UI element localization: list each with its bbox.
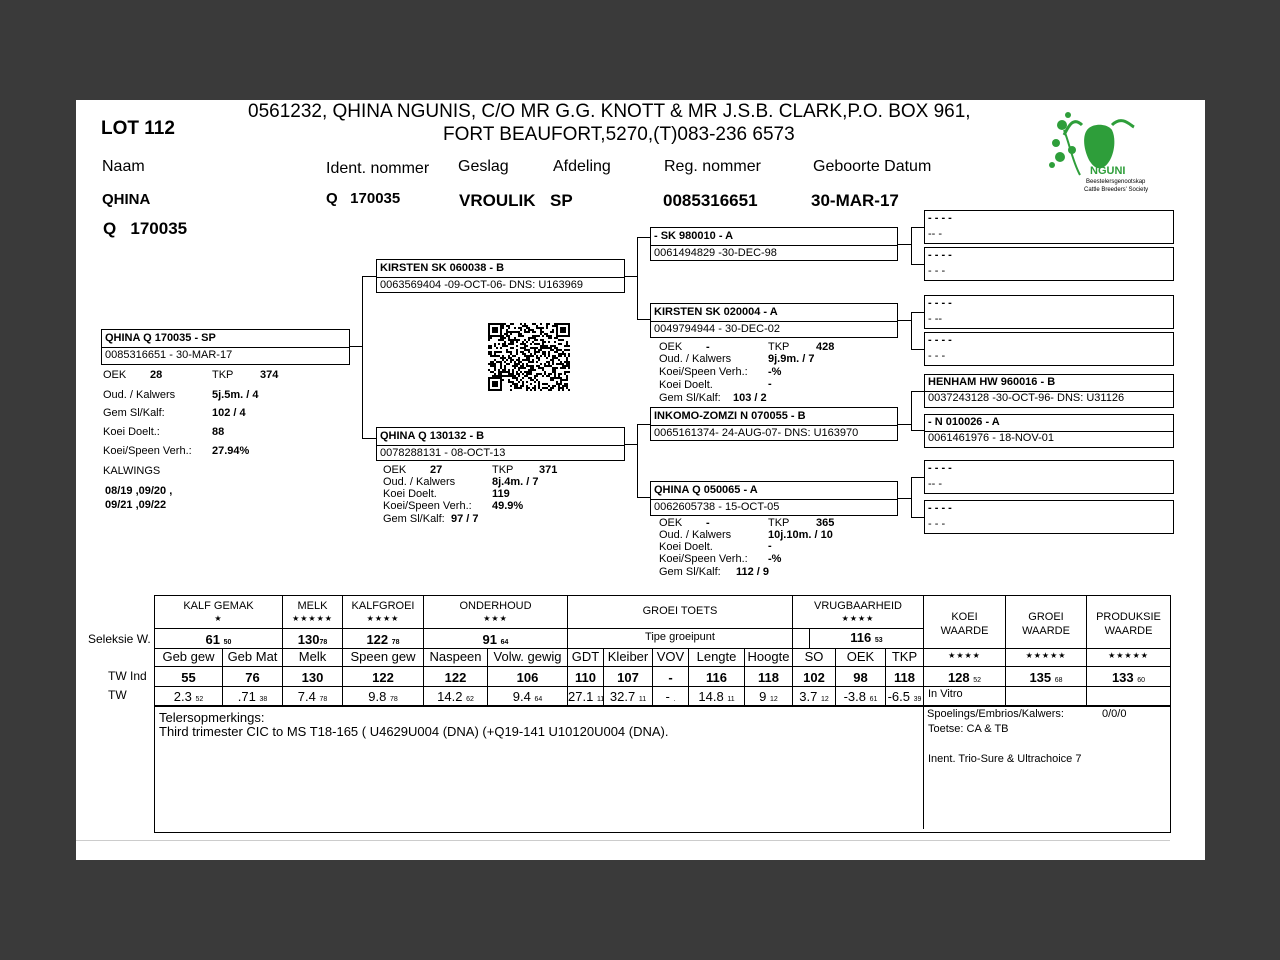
column-header: Volw. gewig — [493, 649, 562, 664]
pedigree-self — [101, 329, 350, 365]
label-naam: Naam — [102, 158, 145, 175]
self-tkp-label: TKP — [212, 369, 234, 381]
column-header: Geb Mat — [227, 649, 278, 664]
dam-oek-label: OEK — [383, 464, 407, 476]
sd-gem-label: Gem Sl/Kalf: — [659, 392, 721, 404]
self-oek-label: OEK — [103, 369, 127, 381]
gg3-info: - -- — [928, 313, 943, 325]
stars-vrugbaarheid: ★★★★ — [841, 614, 875, 623]
hdr-groei-2: WAARDE — [1022, 625, 1070, 637]
dam-koei-label: Koei Doelt. — [383, 488, 437, 500]
ss-info: 0061494829 -30-DEC-98 — [654, 247, 777, 259]
pedigree-sire-dam — [650, 303, 898, 338]
sire-name: KIRSTEN SK 060038 - B — [380, 262, 505, 274]
tw-value: 27.1 11 — [568, 689, 605, 704]
sel-kalfgroei: 122 78 — [366, 632, 400, 647]
tw-value: 9 12 — [759, 689, 778, 704]
nguni-logo — [1042, 105, 1154, 200]
gg7-info: -- - — [928, 478, 943, 490]
hdr-onderhoud: ONDERHOUD — [459, 600, 532, 612]
ss-name: - SK 980010 - A — [654, 230, 734, 242]
tw-value: 3.7 12 — [799, 689, 829, 704]
gg2-info: - - - — [928, 265, 946, 277]
gg5-info: 0037243128 -30-OCT-96- DNS: U31126 — [928, 392, 1125, 404]
stars-kalf-gemak: ★ — [214, 614, 223, 623]
tw-value: 2.3 52 — [173, 689, 204, 704]
hdr-koei-2: WAARDE — [940, 625, 989, 637]
dd-oek-label: OEK — [659, 517, 683, 529]
column-header: Hoogte — [747, 649, 790, 664]
sd-tkp-label: TKP — [768, 341, 790, 353]
value-geboorte: 30-MAR-17 — [811, 191, 899, 210]
column-header: Speen gew — [350, 649, 416, 664]
label-reg: Reg. nommer — [664, 158, 761, 175]
column-header: VOV — [656, 649, 685, 664]
hdr-produksie-1: PRODUKSIE — [1096, 611, 1161, 623]
kalwings-label: KALWINGS — [103, 465, 161, 477]
tw-ind-value: 110 — [575, 670, 596, 685]
dd-oud: 10j.10m. / 10 — [768, 529, 833, 541]
tw-ind-value: 118 — [758, 670, 779, 685]
row-label-tw-ind: TW Ind — [108, 669, 147, 683]
footer-rule — [76, 840, 1170, 841]
tw-value: 14.8 11 — [698, 689, 735, 704]
stars-onderhoud: ★★★ — [483, 614, 508, 623]
label-afdeling: Afdeling — [553, 158, 611, 175]
self-speen-label: Koei/Speen Verh.: — [103, 445, 192, 457]
column-header: Geb gew — [162, 649, 215, 664]
pedigree-dam-sire — [650, 407, 898, 441]
self-gem-label: Gem Sl/Kalf: — [103, 407, 165, 419]
dam-gem-label: Gem Sl/Kalf: — [383, 513, 445, 525]
dd-gem-label: Gem Sl/Kalf: — [659, 566, 721, 578]
pedigree-gg-7 — [924, 460, 1174, 494]
logo-sub-2: Cattle Breeders' Society — [1084, 187, 1149, 193]
self-oud-label: Oud. / Kalwers — [103, 389, 176, 401]
hdr-kalfgroei: KALFGROEI — [351, 600, 415, 612]
sel-vrugbaarheid: 116 53 — [850, 630, 883, 645]
gg3-name: - - - - — [928, 297, 952, 309]
hdr-tipe-groeipunt: Tipe groeipunt — [645, 631, 715, 643]
pedigree-gg-3 — [924, 295, 1174, 329]
hdr-produksie-2: WAARDE — [1104, 625, 1153, 637]
self-speen: 27.94% — [212, 445, 250, 457]
remarks-title: Telersopmerkings: — [159, 710, 265, 725]
sd-tkp: 428 — [816, 341, 835, 353]
hdr-koei-1: KOEI — [951, 611, 978, 623]
dd-speen: -% — [768, 553, 782, 565]
toetse: Toetse: CA & TB — [928, 723, 1009, 735]
value-geslag: VROULIK — [459, 191, 536, 210]
kalwings-2: 09/21 ,09/22 — [105, 499, 167, 511]
tw-value: .71 38 — [237, 689, 268, 704]
logo-text: NGUNI — [1090, 165, 1126, 177]
row-label-tw: TW — [108, 688, 127, 702]
value-naam: QHINA — [102, 191, 151, 208]
tw-value: -3.8 61 — [843, 689, 878, 704]
tw-ind-value: 122 — [372, 670, 394, 685]
value-afdeling: SP — [550, 191, 573, 210]
hdr-groei-toets: GROEI TOETS — [642, 605, 718, 617]
tw-ind-value: 118 — [894, 670, 915, 685]
dd-name: QHINA Q 050065 - A — [654, 484, 758, 496]
tw-value: 9.8 78 — [368, 689, 398, 704]
sel-kalf-gemak: 61 50 — [205, 632, 232, 647]
dd-tkp: 365 — [816, 517, 835, 529]
tw-ind-value: 107 — [617, 670, 639, 685]
hdr-kalf-gemak: KALF GEMAK — [183, 600, 254, 612]
row-label-seleksie: Seleksie W. — [88, 632, 151, 646]
column-header: SO — [804, 649, 824, 664]
tw-value: 9.4 64 — [512, 689, 543, 704]
column-header: Kleiber — [607, 649, 649, 664]
label-ident: Ident. nommer — [326, 160, 430, 177]
tw-ind-value: 130 — [301, 670, 324, 685]
dam-tkp: 371 — [539, 464, 558, 476]
sd-info: 0049794944 - 30-DEC-02 — [654, 323, 780, 335]
logo-sub-1: Beestelersgenootskap — [1086, 179, 1146, 185]
kalwings-1: 08/19 ,09/20 , — [105, 485, 173, 497]
dam-tkp-label: TKP — [492, 464, 514, 476]
dd-koei: - — [768, 540, 772, 552]
stars-groei: ★★★★★ — [1025, 651, 1067, 660]
breeder-line-2: FORT BEAUFORT,5270,(T)083-236 6573 — [443, 124, 795, 145]
sd-gem: 103 / 2 — [733, 392, 767, 404]
sire-info: 0063569404 -09-OCT-06- DNS: U163969 — [380, 279, 584, 291]
sel-melk: 13078 — [297, 632, 328, 647]
dd-oud-label: Oud. / Kalwers — [659, 529, 732, 541]
dam-oud-label: Oud. / Kalwers — [383, 476, 456, 488]
sd-name: KIRSTEN SK 020004 - A — [654, 306, 778, 318]
gg4-name: - - - - — [928, 334, 952, 346]
lot-number: LOT 112 — [101, 118, 175, 139]
value-ident: Q 170035 — [326, 190, 401, 207]
sd-oud: 9j.9m. / 7 — [768, 353, 815, 365]
column-header: GDT — [571, 649, 600, 664]
dam-oek: 27 — [430, 464, 443, 476]
ds-info: 0065161374- 24-AUG-07- DNS: U163970 — [654, 427, 859, 439]
pedigree-sire — [376, 259, 625, 293]
ident-large: Q 170035 — [103, 219, 188, 238]
tw-value: -6.5 39 — [887, 689, 922, 704]
gg6-info: 0061461976 - 18-NOV-01 — [928, 432, 1054, 444]
spoelings-label: Spoelings/Embrios/Kalwers: — [927, 708, 1064, 720]
pedigree-gg-5 — [924, 374, 1174, 408]
pedigree-dam-dam — [650, 481, 898, 516]
sel-onderhoud: 91 64 — [482, 632, 509, 647]
tw-value: 7.4 78 — [297, 689, 328, 704]
gg1-info: -- - — [928, 228, 943, 240]
dam-koei: 119 — [492, 488, 510, 500]
label-geslag: Geslag — [458, 158, 509, 175]
cattle-head-icon — [1042, 105, 1154, 200]
gg8-name: - - - - — [928, 502, 952, 514]
tw-value: 14.2 62 — [437, 689, 474, 704]
value-reg: 0085316651 — [663, 191, 758, 210]
koei-waarde: 128 52 — [947, 670, 982, 685]
pedigree-gg-2 — [924, 247, 1174, 281]
stars-melk: ★★★★★ — [292, 614, 333, 623]
sd-speen-label: Koei/Speen Verh.: — [659, 366, 748, 378]
dd-speen-label: Koei/Speen Verh.: — [659, 553, 748, 565]
gg7-name: - - - - — [928, 462, 952, 474]
sd-koei: - — [768, 378, 772, 390]
produksie-waarde: 133 60 — [1111, 670, 1146, 685]
self-tkp: 374 — [260, 369, 279, 381]
in-vitro: In Vitro — [928, 688, 963, 700]
stars-produksie: ★★★★★ — [1108, 651, 1149, 660]
label-geboorte: Geboorte Datum — [813, 158, 932, 175]
column-header: TKP — [891, 649, 918, 664]
tw-value: 32.7 11 — [609, 689, 647, 704]
gg6-name: - N 010026 - A — [928, 416, 1000, 428]
gg8-info: - - - — [928, 518, 946, 530]
qr-code — [488, 323, 570, 391]
gg5-name: HENHAM HW 960016 - B — [928, 376, 1056, 388]
ds-name: INKOMO-ZOMZI N 070055 - B — [654, 410, 806, 422]
dd-tkp-label: TKP — [768, 517, 790, 529]
dam-speen: 49.9% — [492, 500, 524, 512]
sd-oek-label: OEK — [659, 341, 683, 353]
column-header: Lengte — [696, 649, 737, 664]
tw-ind-value: 55 — [181, 670, 196, 685]
sd-koei-label: Koei Doelt. — [659, 379, 713, 391]
column-header: Melk — [298, 649, 327, 664]
hdr-groei-1: GROEI — [1028, 611, 1064, 623]
self-info: 0085316651 - 30-MAR-17 — [105, 349, 233, 361]
sd-oud-label: Oud. / Kalwers — [659, 353, 732, 365]
tw-ind-value: 122 — [444, 670, 467, 685]
self-gem: 102 / 4 — [212, 407, 246, 419]
tw-ind-value: 102 — [803, 670, 825, 685]
self-name: QHINA Q 170035 - SP — [105, 332, 216, 344]
pedigree-dam — [376, 427, 625, 461]
gg4-info: - - - — [928, 350, 946, 362]
remarks-text: Third trimester CIC to MS T18-165 ( U4629U004 (DNA) (+Q19-141 U10120U004 (DNA). — [159, 724, 669, 739]
hdr-vrugbaarheid: VRUGBAARHEID — [813, 600, 903, 612]
column-header: OEK — [846, 649, 875, 664]
self-oek: 28 — [150, 369, 163, 381]
tw-ind-value: - — [668, 670, 673, 685]
column-header: Naspeen — [429, 649, 482, 664]
spoelings-value: 0/0/0 — [1102, 708, 1127, 720]
tw-ind-value: 106 — [516, 670, 539, 685]
qr-code-icon — [488, 323, 570, 391]
tw-value: - . — [665, 689, 676, 704]
sd-speen: -% — [768, 366, 782, 378]
dam-name: QHINA Q 130132 - B — [380, 430, 485, 442]
breeder-line-1: 0561232, QHINA NGUNIS, C/O MR G.G. KNOTT & MR J.S.B. CLARK,P.O. BOX 961, — [248, 101, 971, 122]
pedigree-gg-6 — [924, 414, 1174, 448]
self-oud: 5j.5m. / 4 — [212, 389, 259, 401]
tw-ind-value: 116 — [706, 670, 727, 685]
inent: Inent. Trio-Sure & Ultrachoice 7 — [928, 753, 1082, 765]
self-koei-label: Koei Doelt.: — [103, 426, 160, 438]
stars-kalfgroei: ★★★★ — [366, 614, 400, 623]
dam-oud: 8j.4m. / 7 — [492, 476, 539, 488]
dam-info: 0078288131 - 08-OCT-13 — [380, 447, 506, 459]
pedigree-sire-sire — [650, 227, 898, 261]
dd-info: 0062605738 - 15-OCT-05 — [654, 501, 780, 513]
stars-koei: ★★★★ — [948, 651, 981, 660]
dd-oek: - — [706, 517, 710, 529]
dam-speen-label: Koei/Speen Verh.: — [383, 500, 472, 512]
pedigree-gg-1 — [924, 210, 1174, 244]
pedigree-gg-8 — [924, 500, 1174, 534]
dam-gem: 97 / 7 — [451, 513, 479, 525]
gg2-name: - - - - — [928, 249, 952, 261]
tw-ind-value: 76 — [245, 670, 260, 685]
sd-oek: - — [706, 341, 710, 353]
self-koei: 88 — [212, 426, 225, 438]
groei-waarde: 135 68 — [1029, 670, 1063, 685]
dd-koei-label: Koei Doelt. — [659, 541, 713, 553]
dd-gem: 112 / 9 — [736, 566, 770, 578]
hdr-melk: MELK — [297, 600, 328, 612]
pedigree-gg-4 — [924, 332, 1174, 366]
tw-ind-value: 98 — [853, 670, 868, 685]
gg1-name: - - - - — [928, 212, 952, 224]
